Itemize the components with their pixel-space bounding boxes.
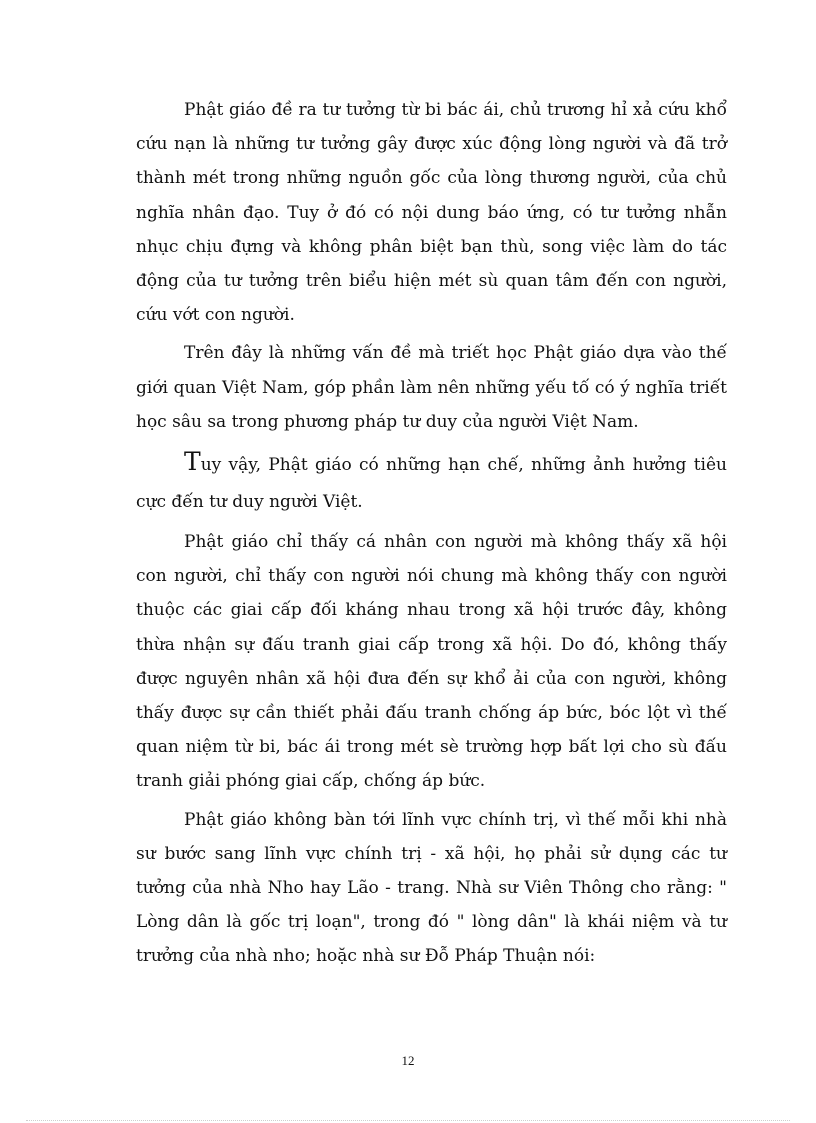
paragraph-politics: Phật giáo không bàn tới lĩnh vực chính trị, vì thế mỗi khi nhà sư bước sang lĩnh vực chính trị - xã hội, họ phải sử dụng các tư tưởng của nhà Nho hay Lão - trang. Nhà sư Viên Thông cho rằng: " Lòng dân là gốc trị loạn", trong đó " lòng dân" là khái niệm và tư trưởng của nhà nho; hoặc nhà sư Đỗ Pháp Thuận nói: [136,809,727,967]
paragraph-vietnamese-worldview: Trên đây là những vấn đề mà triết học Phật giáo dựa vào thế giới quan Việt Nam, góp phần làm nên những yếu tố có ý nghĩa triết học sâu sa trong phương pháp tư duy của người Việt Nam. [136,343,727,432]
paragraph-limitations-text: uy vậy, Phật giáo có những hạn chế, những ảnh hưởng tiêu cực đến tư duy người Việt. [136,455,727,513]
paragraph-limitations [136,447,727,521]
drop-letter: T [184,447,201,477]
body-text [136,93,727,974]
page-number: 12 [401,1053,415,1068]
paragraph-individual-society: Phật giáo chỉ thấy cá nhân con người mà không thấy xã hội con người, chỉ thấy con người nói chung mà không thấy con người thuộc các giai cấp đối kháng nhau trong xã hội trước đây, không thừa nhận sự đấu tranh giai cấp trong xã hội. Do đó, không thấy được nguyên nhân xã hội đưa đến sự khổ ải của con người, không thấy được sự cần thiết phải đấu tranh chống áp bức, bóc lột vì thế quan niệm từ bi, bác ái trong mét sè trường hợp bất lợi cho sù đấu tranh giải phóng giai cấp, chống áp bức. [136,532,727,792]
footer-divider [26,1120,790,1121]
paragraph-buddhism-compassion: Phật giáo đề ra tư tưởng từ bi bác ái, chủ trương hỉ xả cứu khổ cứu nạn là những tư tưởng gây được xúc động lòng người và đã trở thành mét trong những nguồn gốc của lòng thương người, của chủ nghĩa nhân đạo. Tuy ở đó có nội dung báo ứng, có tư tưởng nhẫn nhục chịu đựng và không phân biệt bạn thù, song việc làm do tác động của tư tưởng trên biểu hiện mét sù quan tâm đến con người, cứu vớt con người. [136,100,727,326]
